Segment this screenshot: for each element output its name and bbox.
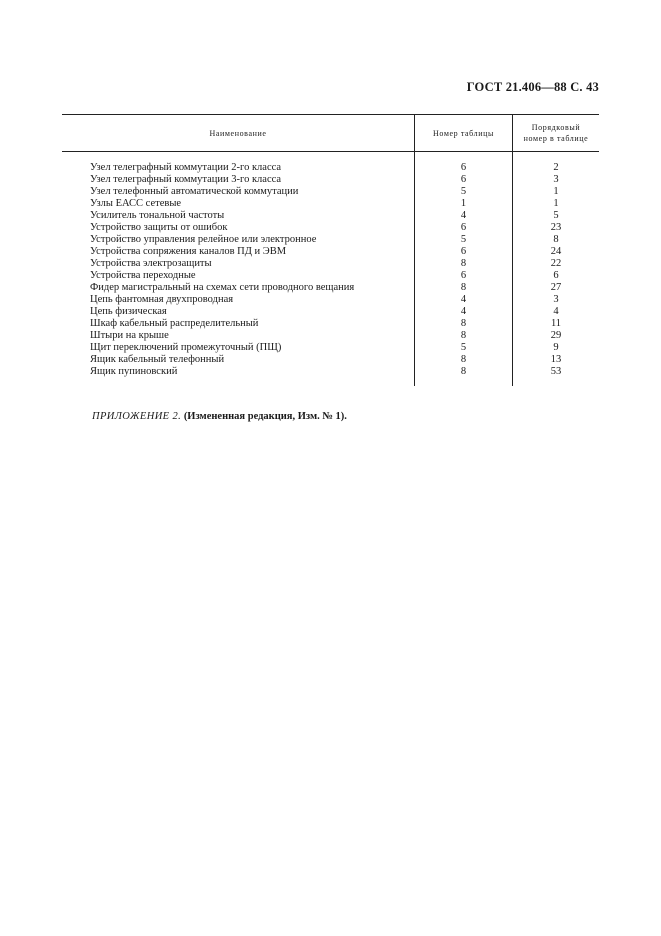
row-name: Устройства переходные bbox=[90, 270, 196, 281]
table-row bbox=[62, 354, 599, 366]
row-table-number: 4 bbox=[460, 294, 467, 305]
row-order-number: 11 bbox=[550, 318, 562, 329]
column-header-order-number bbox=[513, 115, 599, 151]
row-name: Фидер магистральный на схемах сети проводного вещания bbox=[90, 282, 355, 293]
row-table-number: 6 bbox=[460, 222, 467, 233]
table-header bbox=[62, 114, 599, 152]
column-header-table-number: Номер таблицы bbox=[433, 128, 494, 138]
row-order-number: 27 bbox=[550, 282, 562, 293]
table-row bbox=[62, 174, 599, 186]
row-name: Узлы ЕАСС сетевые bbox=[90, 198, 182, 209]
row-table-number: 8 bbox=[460, 318, 467, 329]
table-row bbox=[62, 198, 599, 210]
row-name: Шкаф кабельный распределительный bbox=[90, 318, 259, 329]
row-table-number: 5 bbox=[460, 234, 467, 245]
table-row bbox=[62, 246, 599, 258]
table-row bbox=[62, 342, 599, 354]
table-row bbox=[62, 330, 599, 342]
row-order-number: 13 bbox=[550, 354, 562, 365]
row-name: Устройства электрозащиты bbox=[90, 258, 212, 269]
row-table-number: 5 bbox=[460, 186, 467, 197]
row-order-number: 9 bbox=[553, 342, 559, 353]
row-table-number: 8 bbox=[460, 330, 467, 341]
row-name: Узел телеграфный коммутации 3-го класса bbox=[90, 174, 282, 185]
row-name: Щит переключений промежуточный (ПЩ) bbox=[90, 342, 282, 353]
row-order-number: 5 bbox=[553, 210, 559, 221]
table-row bbox=[62, 234, 599, 246]
row-order-number: 8 bbox=[553, 234, 559, 245]
row-table-number: 4 bbox=[460, 210, 467, 221]
row-order-number: 23 bbox=[550, 222, 562, 233]
row-table-number: 6 bbox=[460, 174, 467, 185]
row-table-number: 8 bbox=[460, 258, 467, 269]
row-table-number: 8 bbox=[460, 354, 467, 365]
row-order-number: 2 bbox=[553, 162, 559, 173]
row-table-number: 6 bbox=[460, 162, 467, 173]
row-name: Устройства сопряжения каналов ПД и ЭВМ bbox=[90, 246, 287, 257]
appendix-note bbox=[92, 411, 347, 422]
row-table-number: 1 bbox=[460, 198, 467, 209]
row-table-number: 4 bbox=[460, 306, 467, 317]
row-name: Узел телеграфный коммутации 2-го класса bbox=[90, 162, 282, 173]
row-name: Устройство защиты от ошибок bbox=[90, 222, 228, 233]
row-name: Штыри на крыше bbox=[90, 330, 169, 341]
row-table-number: 8 bbox=[460, 282, 467, 293]
row-order-number: 22 bbox=[550, 258, 562, 269]
column-header-order-line2: номер в таблице bbox=[523, 134, 589, 143]
row-name: Усилитель тональной частоты bbox=[90, 210, 225, 221]
row-name: Устройство управления релейное или электронное bbox=[90, 234, 317, 245]
table-body bbox=[62, 152, 599, 378]
table-row bbox=[62, 186, 599, 198]
row-order-number: 1 bbox=[553, 186, 559, 197]
table-row bbox=[62, 270, 599, 282]
row-order-number: 4 bbox=[553, 306, 559, 317]
row-order-number: 3 bbox=[553, 294, 559, 305]
table-row bbox=[62, 258, 599, 270]
row-order-number: 3 bbox=[553, 174, 559, 185]
row-order-number: 29 bbox=[550, 330, 562, 341]
table-row bbox=[62, 306, 599, 318]
table-row bbox=[62, 210, 599, 222]
column-header-name: Наименование bbox=[209, 128, 267, 138]
appendix-revision: (Измененная редакция, Изм. № 1). bbox=[183, 411, 347, 422]
row-order-number: 6 bbox=[553, 270, 559, 281]
row-name: Ящик кабельный телефонный bbox=[90, 354, 225, 365]
row-name: Цепь физическая bbox=[90, 306, 167, 317]
table-row bbox=[62, 366, 599, 378]
table-row bbox=[62, 294, 599, 306]
row-table-number: 8 bbox=[460, 366, 467, 377]
row-name: Цепь фантомная двухпроводная bbox=[90, 294, 234, 305]
index-table bbox=[62, 114, 599, 378]
row-table-number: 5 bbox=[460, 342, 467, 353]
row-name: Узел телефонный автоматической коммутации bbox=[90, 186, 299, 197]
table-row bbox=[62, 282, 599, 294]
column-header-order-line1: Порядковый bbox=[531, 123, 581, 132]
row-order-number: 1 bbox=[553, 198, 559, 209]
row-order-number: 53 bbox=[550, 366, 562, 377]
table-row bbox=[62, 318, 599, 330]
page-header: ГОСТ 21.406—88 С. 43 bbox=[466, 80, 599, 94]
row-table-number: 6 bbox=[460, 246, 467, 257]
appendix-label: ПРИЛОЖЕНИЕ 2. bbox=[92, 411, 182, 422]
row-order-number: 24 bbox=[550, 246, 562, 257]
table-row bbox=[62, 222, 599, 234]
table-row bbox=[62, 162, 599, 174]
row-table-number: 6 bbox=[460, 270, 467, 281]
row-name: Ящик пупиновский bbox=[90, 366, 178, 377]
